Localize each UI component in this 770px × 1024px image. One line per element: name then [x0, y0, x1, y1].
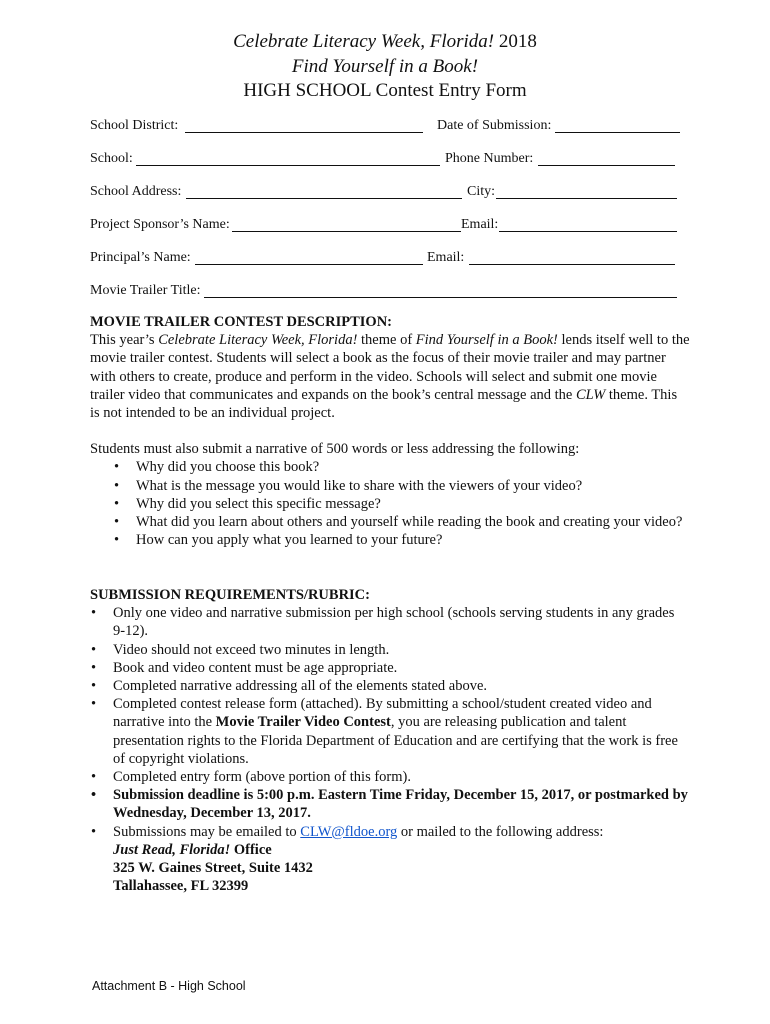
date-submission-label: Date of Submission:: [437, 118, 552, 133]
title-event-name: Celebrate Literacy Week, Florida!: [233, 31, 495, 52]
title-theme: Find Yourself in a Book!: [291, 56, 479, 77]
principal-name-line: [195, 264, 423, 265]
desc-text-a: This year’s: [90, 332, 159, 349]
bullet-icon: •: [114, 532, 120, 549]
address-office-suffix: Office: [230, 841, 272, 858]
description-heading: MOVIE TRAILER CONTEST DESCRIPTION:: [90, 314, 393, 330]
sponsor-email-label: Email:: [461, 217, 499, 232]
list-item: [90, 477, 690, 495]
address-city: Tallahassee, FL 32399: [113, 878, 249, 895]
school-label: School:: [90, 151, 133, 166]
address-label: School Address:: [90, 184, 182, 199]
list-item: [90, 695, 690, 768]
bullet-icon: •: [91, 696, 97, 713]
phone-field[interactable]: [445, 150, 675, 168]
sponsor-name-field[interactable]: [90, 216, 461, 234]
desc-theme-name: Find Yourself in a Book!: [415, 332, 558, 349]
list-item: [90, 604, 690, 640]
desc-event-name: Celebrate Literacy Week, Florida!: [158, 332, 358, 349]
submission-text-a: Submissions may be emailed to: [113, 823, 301, 840]
list-item: [90, 677, 690, 695]
city-field[interactable]: [467, 183, 677, 201]
requirement-text: Only one video and narrative submission per high school (schools serving students in any grades 9-12).: [113, 605, 675, 640]
list-item: [90, 513, 690, 531]
desc-text-g: theme. This is not intended to be an individual project.: [90, 386, 678, 422]
sponsor-name-line: [232, 231, 461, 232]
page-footer: Attachment B - High School: [92, 979, 246, 993]
bullet-icon: •: [114, 459, 120, 476]
bullet-icon: •: [91, 605, 97, 622]
question-text: Why did you select this specific message?: [136, 495, 381, 512]
submission-text-b: or mailed to the following address:: [397, 823, 604, 840]
address-office: [113, 841, 690, 859]
requirement-text-a: Completed contest release form (attached). By submitting a school/student created video and narrative into the: [113, 696, 652, 731]
deadline-text: Submission deadline is 5:00 p.m. Eastern Time Friday, December 15, 2017, or postmarked by Wednesday, December 13, 2017.: [113, 787, 688, 822]
date-submission-line: [555, 132, 680, 133]
question-text: What did you learn about others and yourself while reading the book and creating your video?: [136, 514, 683, 531]
requirement-text: Completed narrative addressing all of the elements stated above.: [113, 678, 488, 695]
requirements-section: [90, 586, 690, 895]
bullet-icon: •: [91, 823, 97, 840]
trailer-title-field[interactable]: [90, 282, 677, 300]
bullet-icon: •: [91, 787, 97, 804]
trailer-title-line: [204, 297, 677, 298]
address-field[interactable]: [90, 183, 462, 201]
desc-clw: CLW: [576, 386, 606, 403]
narrative-intro: Students must also submit a narrative of 500 words or less addressing the following:: [90, 441, 580, 458]
principal-email-label: Email:: [427, 250, 465, 265]
description-section: [90, 313, 690, 549]
city-label: City:: [467, 184, 496, 199]
school-field[interactable]: [90, 150, 440, 168]
requirements-list: [90, 604, 690, 895]
requirement-text-c: , you are releasing publication and talent presentation rights to the Florida Department of Education and are certifying that the work is free of copyright violations.: [113, 714, 678, 767]
bullet-icon: •: [91, 678, 97, 695]
school-line: [136, 165, 440, 166]
address-line: [186, 198, 462, 199]
date-submission-field[interactable]: [437, 117, 680, 135]
form-row-school: [90, 150, 680, 168]
list-item-deadline: [90, 786, 690, 822]
bullet-icon: •: [91, 659, 97, 676]
principal-name-label: Principal’s Name:: [90, 250, 191, 265]
bullet-icon: •: [91, 769, 97, 786]
school-district-line: [185, 132, 423, 133]
requirements-heading: SUBMISSION REQUIREMENTS/RUBRIC:: [90, 587, 370, 603]
form-row-address: [90, 183, 680, 201]
phone-line: [538, 165, 675, 166]
form-row-principal: [90, 249, 680, 267]
address-street: 325 W. Gaines Street, Suite 1432: [113, 860, 313, 877]
desc-text-c: theme of: [357, 332, 416, 349]
sponsor-email-field[interactable]: [461, 216, 677, 234]
description-paragraph: [90, 331, 690, 422]
narrative-questions-list: [90, 458, 690, 549]
list-item: [90, 768, 690, 786]
sponsor-name-label: Project Sponsor’s Name:: [90, 217, 230, 232]
bullet-icon: •: [114, 514, 120, 531]
trailer-title-label: Movie Trailer Title:: [90, 283, 201, 298]
bullet-icon: •: [114, 495, 120, 512]
form-row-district: [90, 117, 680, 135]
list-item: [90, 495, 690, 513]
city-line: [496, 198, 677, 199]
requirement-text: Video should not exceed two minutes in length.: [113, 641, 390, 658]
form-row-sponsor: [90, 216, 680, 234]
bullet-icon: •: [114, 477, 120, 494]
question-text: What is the message you would like to share with the viewers of your video?: [136, 477, 583, 494]
principal-name-field[interactable]: [90, 249, 423, 267]
requirement-text: Book and video content must be age appropriate.: [113, 659, 398, 676]
email-link[interactable]: CLW@fldoe.org: [300, 823, 398, 840]
list-item: [90, 531, 690, 549]
title-year: 2018: [494, 31, 537, 52]
list-item: [90, 641, 690, 659]
list-item: [90, 659, 690, 677]
school-district-field[interactable]: [90, 117, 425, 135]
question-text: How can you apply what you learned to your future?: [136, 532, 443, 549]
bullet-icon: •: [91, 641, 97, 658]
title-form-name: HIGH SCHOOL Contest Entry Form: [243, 80, 527, 101]
title-line-1: [0, 31, 770, 53]
contest-name: Movie Trailer Video Contest: [215, 714, 391, 731]
list-item: [90, 458, 690, 476]
list-item-submission: [90, 823, 690, 896]
requirement-text: Completed entry form (above portion of this form).: [113, 769, 411, 786]
address-office-program: Just Read, Florida!: [113, 841, 231, 858]
desc-text-e: lends itself well to the movie trailer contest. Students will select a book as the focus of their movie trailer and may partner with others to create, produce and perform in the video. Schools will select and submit one movie trailer video that communicates and expands on the book’s central message and the: [90, 332, 690, 403]
question-text: Why did you choose this book?: [136, 459, 320, 476]
phone-label: Phone Number:: [445, 151, 534, 166]
principal-email-field[interactable]: [427, 249, 675, 267]
form-row-trailer: [90, 282, 680, 300]
sponsor-email-line: [499, 231, 677, 232]
principal-email-line: [469, 264, 675, 265]
school-district-label: School District:: [90, 118, 179, 133]
